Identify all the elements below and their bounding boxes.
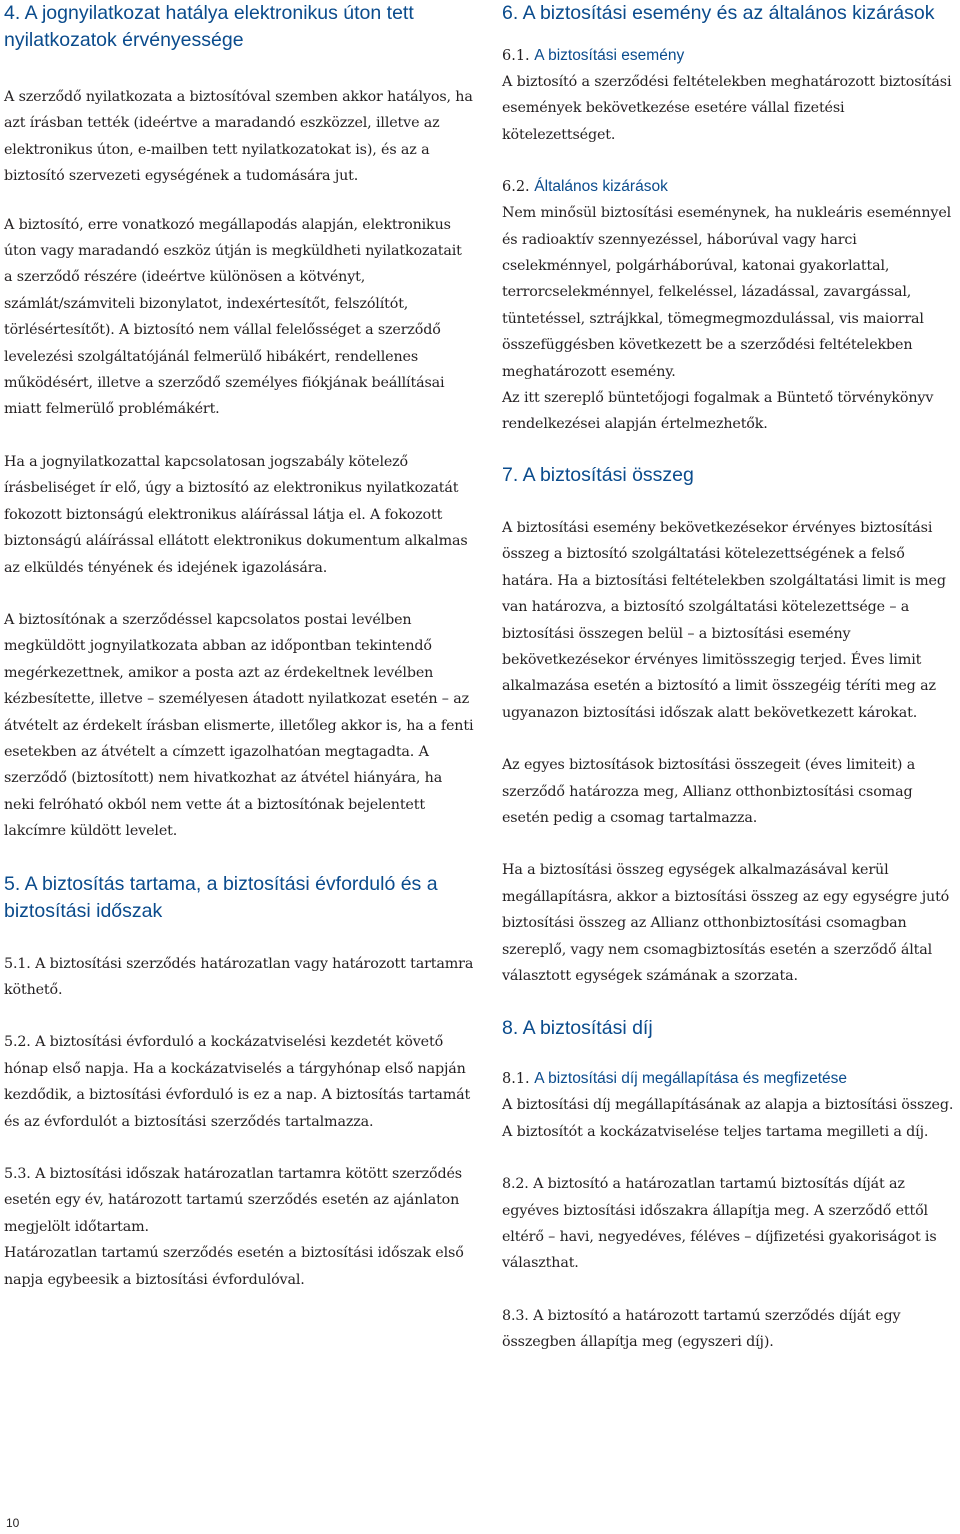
section-5-3-continuation: Határozatlan tartamú szerződés esetén a biztosítási időszak első napja egybeesik a biztosítási évfordulóval. [4, 1245, 464, 1288]
section-8-3: 8.3. A biztosító a határozott tartamú szerződés díját egy összegben állapítja meg (egyszeri díj). [502, 1307, 901, 1351]
section-8-2: 8.2. A biztosító a határozatlan tartamú biztosítás díját az egyéves biztosítási időszakra állapítja meg. A szerződő ettől eltérő – havi, negyedéves, féléves – díjfizetési gyakoriságot is választhat. [502, 1176, 937, 1272]
section-4-paragraph-4: A biztosítónak a szerződéssel kapcsolatos postai levélben megküldött jognyilatkozata abban az időpontban tekintendő megérkezettnek, amikor a posta azt az érdekeltnek levélben kézbesítette, illetve – személyesen átadott nyilatkozat esetén – az átvételt az érdekelt írásban elismerte, illetőleg akkor is, ha a fenti esetekben az átvételt a címzett igazolhatóan megtagadta. A szerződő (biztosított) nem hivatkozhat az átvétel hiányára, ha neki felróható okból nem vette át a biztosítónak bejelentett lakcímre küldött levelet. [4, 611, 474, 840]
section-6-title: 6. A biztosítási esemény és az általános kizárások [502, 2, 935, 24]
section-6-1-paragraph: A biztosító a szerződési feltételekben meghatározott biztosítási események bekövetkezése esetére vállal fizetési kötelezettséget. [502, 74, 952, 143]
section-4-paragraph-3: Ha a jognyilatkozattal kapcsolatosan jogszabály kötelező írásbeliséget ír elő, úgy a biztosító az elektronikus nyilatkozatát fokozott biztonságú elektronikus aláírással látja el. A fokozott biztonságú aláírással ellátott elektronikus dokumentum alkalmas az elküldés tényének és idejének igazolására. [4, 453, 468, 576]
section-5-3: 5.3. A biztosítási időszak határozatlan tartamra kötött szerződés esetén egy év, határozott tartamú szerződés esetén az ajánlaton megjelölt időtartam. [4, 1166, 462, 1235]
section-6-2-paragraph-1: Nem minősül biztosítási eseménynek, ha nukleáris eseménnyel és radioaktív szennyezéssel, háborúval vagy harci cselekménnyel, polgárháborúval, katonai gyakorlattal, terrorcselekménnyel, felkeléssel, lázadással, zavargással, tüntetéssel, sztrájkkal, tömegmegmozdulással, vis maiorral összefüggésben következett be a szerződési feltételekben meghatározott esemény. [502, 205, 952, 380]
section-6-1-heading [502, 43, 958, 69]
section-8-title: 8. A biztosítási díj [502, 1017, 653, 1040]
section-4-title: 4. A jognyilatkozat hatálya elektronikus úton tett nyilatkozatok érvényessége [4, 2, 414, 51]
section-6-2-paragraph-2: Az itt szereplő büntetőjogi fogalmak a Büntető törvénykönyv rendelkezései alapján értelmezhetők. [502, 390, 934, 433]
section-5-1: 5.1. A biztosítási szerződés határozatlan vagy határozott tartamra köthető. [4, 955, 474, 998]
section-6-2-title: Általános kizárások [534, 178, 668, 196]
section-6-2-heading [502, 174, 958, 200]
section-7-paragraph-2: Az egyes biztosítások biztosítási összegeit (éves limiteit) a szerződő határozza meg, Allianz otthonbiztosítási csomag esetén pedig a csomag tartalmazza. [502, 757, 916, 826]
section-6-2-number: 6.2. [502, 179, 535, 196]
right-column [502, 0, 958, 1356]
left-column [4, 0, 474, 1293]
section-8-1-title: A biztosítási díj megállapítása és megfizetése [534, 1070, 848, 1088]
section-7-paragraph-3: Ha a biztosítási összeg egységek alkalmazásával kerül megállapításra, akkor a biztosítási összeg az egy egységre jutó biztosítási összeg az Allianz otthonbiztosítási csomagban szereplő, vagy nem csomagbiztosítás esetén a szerződő által választott egységek számának a szorzata. [502, 862, 950, 984]
section-5-2: 5.2. A biztosítási évforduló a kockázatviselési kezdetét követő hónap első napja. Ha a kockázatviselés a tárgyhónap első napján kezdődik, a biztosítási évforduló is ez a nap. A biztosítás tartamát és az évfordulót a biztosítási szerződés tartalmazza. [4, 1034, 471, 1130]
section-6-1-title: A biztosítási esemény [534, 47, 685, 64]
section-8-1-heading [502, 1066, 958, 1092]
section-7-paragraph-1: A biztosítási esemény bekövetkezésekor érvényes biztosítási összeg a biztosító szolgáltatási kötelezettségének a felső határa. Ha a biztosítási feltételekben szolgáltatási limit is meg van határozva, a biztosító szolgáltatási kötelezettsége – a biztosítási összegen belül – a biztosítási esemény bekövetkezésekor érvényes limitösszegig terjed. Éves limit alkalmazása esetén a biztosító a limit összegéig téríti meg az ugyanazon biztosítási időszak alatt bekövetkezett károkat. [502, 519, 946, 721]
section-4-paragraph-1: A szerződő nyilatkozata a biztosítóval szemben akkor hatályos, ha azt írásban tették (ideértve a maradandó eszközzel, illetve az elektronikus úton, e-mailben tett nyilatkozatokat is), és az a biztosító szervezeti egységének a tudomására jut. [4, 89, 473, 185]
page-number: 10 [6, 1516, 20, 1530]
section-8-1-number: 8.1. [502, 1071, 535, 1088]
section-5-title: 5. A biztosítás tartama, a biztosítási évforduló és a biztosítási időszak [4, 872, 438, 922]
section-4-paragraph-2: A biztosító, erre vonatkozó megállapodás alapján, elektronikus úton vagy maradandó eszköz útján is megküldheti nyilatkozatait a szerződő részére (ideértve különösen a kötvényt, számlát/számviteli bizonylatot, indexértesítőt, felszólítót, törlésértesítőt). A biztosító nem vállal felelősséget a szerződő levelezési szolgáltatójánál felmerülő hibákért, rendellenes működésért, illetve a szerződő személyes fiókjának beállításai miatt felmerülő problémákért. [4, 216, 462, 418]
section-7-title: 7. A biztosítási összeg [502, 463, 694, 486]
section-6-1-number: 6.1. [502, 48, 535, 64]
section-8-1-paragraph: A biztosítási díj megállapításának az alapja a biztosítási összeg. A biztosítót a kockázatviselése teljes tartama megilleti a díj. [502, 1097, 954, 1140]
